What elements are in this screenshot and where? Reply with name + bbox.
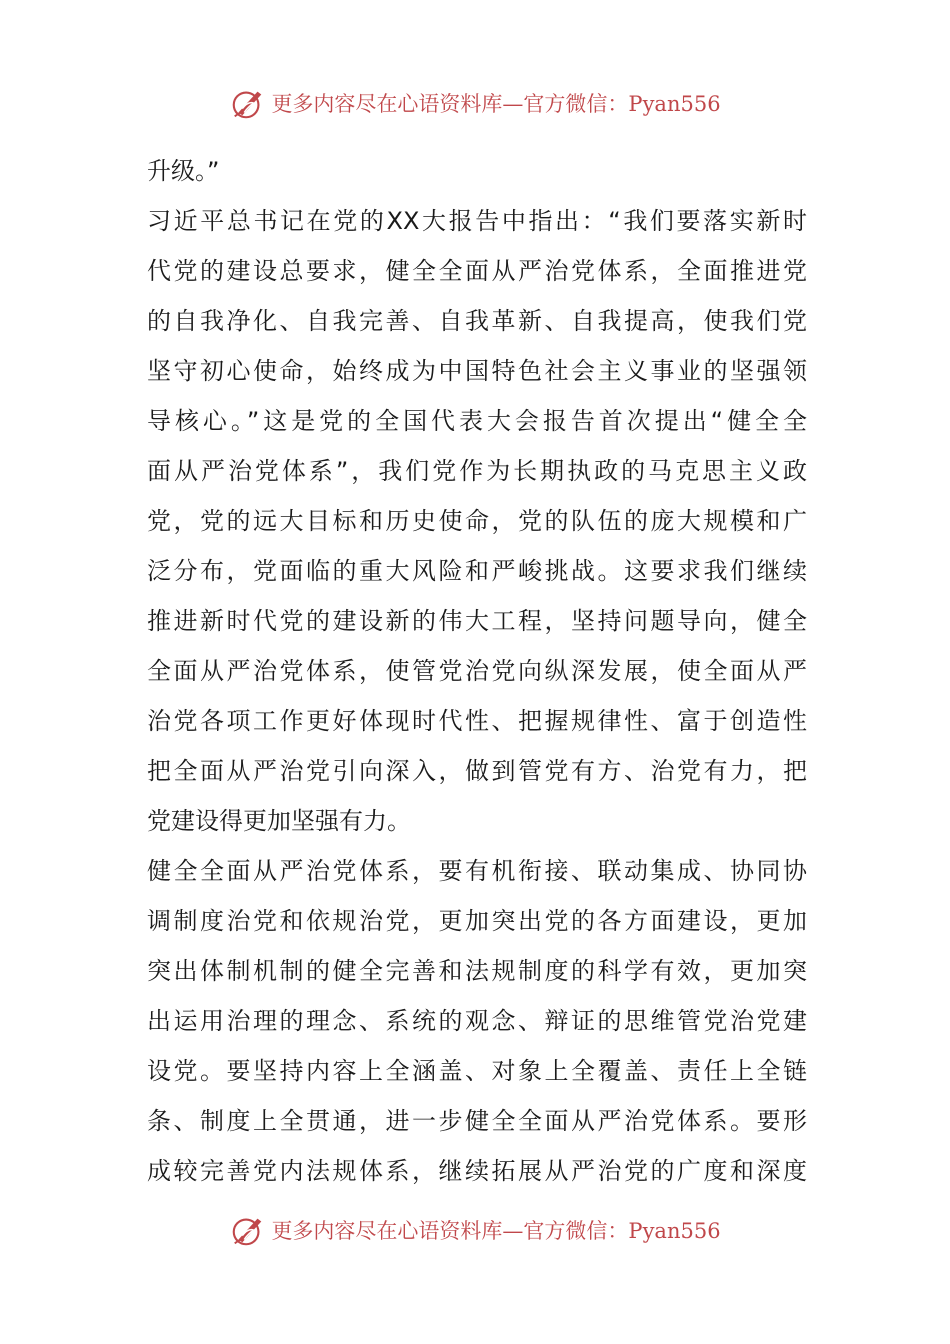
text-line: 调制度治党和依规治党，更加突出党的各方面建设，更加 — [147, 907, 807, 935]
text-line: 出运用治理的理念、系统的观念、辩证的思维管党治党建 — [147, 1007, 807, 1035]
pen-logo-icon — [229, 1211, 267, 1249]
header-banner-text: 更多内容尽在心语资料库—官方微信：Pyan556 — [271, 92, 721, 116]
document-body — [147, 146, 807, 1196]
text-line: 坚守初心使命，始终成为中国特色社会主义事业的坚强领 — [147, 357, 807, 385]
text-line: 泛分布，党面临的重大风险和严峻挑战。这要求我们继续 — [147, 557, 807, 585]
text-line: 健全全面从严治党体系，要有机衔接、联动集成、协同协 — [147, 857, 807, 885]
text-line: 的自我净化、自我完善、自我革新、自我提高，使我们党 — [147, 307, 807, 335]
text-line: 条、制度上全贯通，进一步健全全面从严治党体系。要形 — [147, 1107, 807, 1135]
text-line: 党建设得更加坚强有力。 — [147, 807, 411, 835]
text-line: 导核心。”这是党的全国代表大会报告首次提出“健全全 — [147, 407, 807, 435]
text-line: 代党的建设总要求，健全全面从严治党体系，全面推进党 — [147, 257, 807, 285]
pen-logo-icon — [229, 84, 267, 122]
text-line: 升级。” — [147, 157, 220, 185]
text-line: 党，党的远大目标和历史使命，党的队伍的庞大规模和广 — [147, 507, 807, 535]
text-line: 全面从严治党体系，使管党治党向纵深发展，使全面从严 — [147, 657, 807, 685]
text-line: 成较完善党内法规体系，继续拓展从严治党的广度和深度 — [147, 1157, 807, 1185]
footer-banner — [0, 1210, 950, 1250]
footer-banner-text: 更多内容尽在心语资料库—官方微信：Pyan556 — [271, 1219, 721, 1243]
text-line: 把全面从严治党引向深入，做到管党有方、治党有力，把 — [147, 757, 807, 785]
text-line: 突出体制机制的健全完善和法规制度的科学有效，更加突 — [147, 957, 807, 985]
text-line: 治党各项工作更好体现时代性、把握规律性、富于创造性 — [147, 707, 807, 735]
text-line: 面从严治党体系”，我们党作为长期执政的马克思主义政 — [147, 457, 807, 485]
text-line: 习近平总书记在党的XX大报告中指出：“我们要落实新时 — [147, 207, 807, 235]
text-line: 设党。要坚持内容上全涵盖、对象上全覆盖、责任上全链 — [147, 1057, 807, 1085]
text-line: 推进新时代党的建设新的伟大工程，坚持问题导向，健全 — [147, 607, 807, 635]
header-banner — [0, 83, 950, 123]
